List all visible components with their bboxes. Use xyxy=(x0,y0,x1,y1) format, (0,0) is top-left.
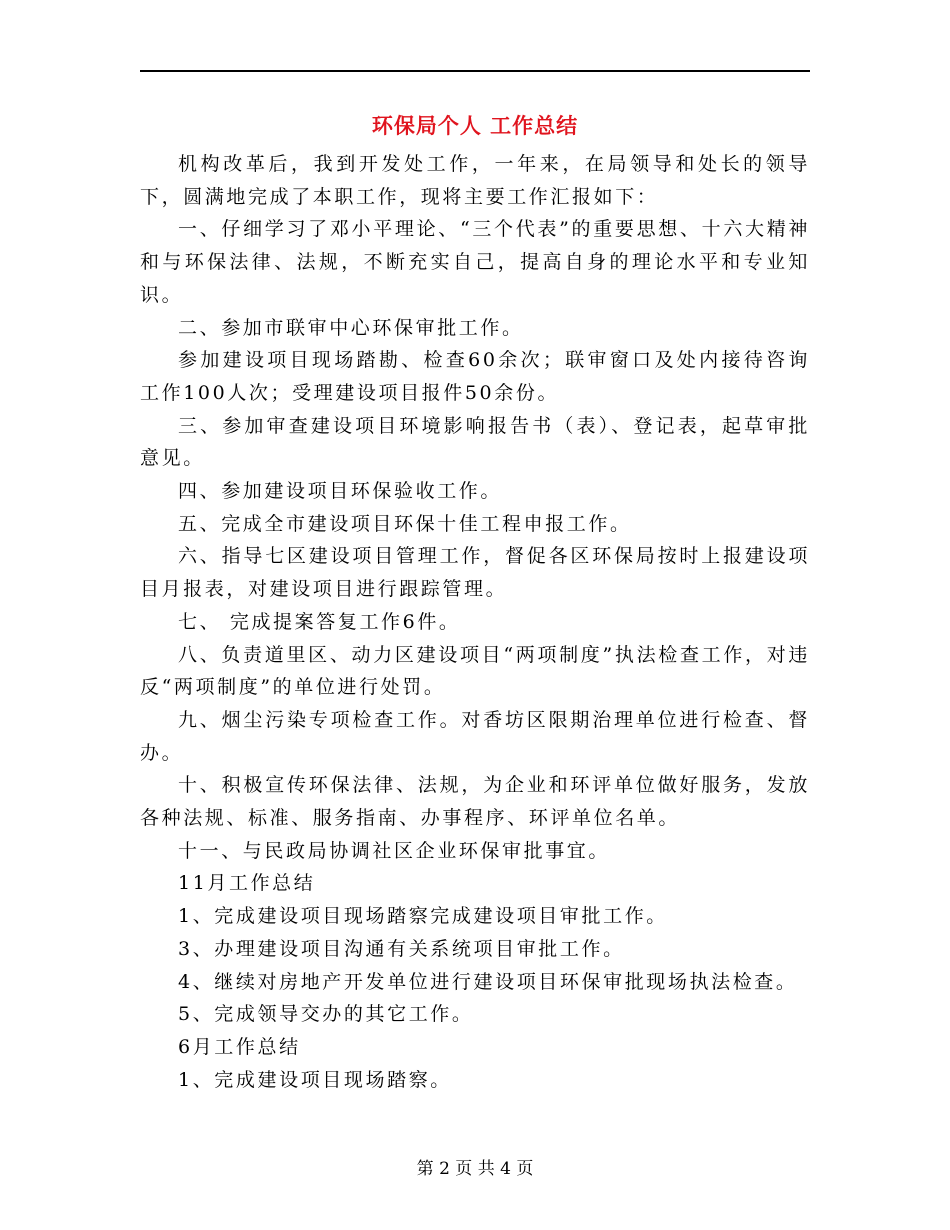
paragraph: 九、烟尘污染专项检查工作。对香坊区限期治理单位进行检查、督办。 xyxy=(140,708,810,764)
paragraph: 1、完成建设项目现场踏察。 xyxy=(178,1068,452,1091)
paragraph: 七、 完成提案答复工作6件。 xyxy=(178,610,461,633)
page-number: 第 2 页 共 4 页 xyxy=(416,1159,534,1179)
paragraph: 4、继续对房地产开发单位进行建设项目环保审批现场执法检查。 xyxy=(178,970,798,993)
section-heading: 11月工作总结 xyxy=(178,872,316,895)
paragraph: 机构改革后，我到开发处工作，一年来，在局领导和处长的领导下，圆满地完成了本职工作，现将主要工作汇报如下： xyxy=(140,153,810,208)
paragraph: 十、积极宣传环保法律、法规，为企业和环评单位做好服务，发放各种法规、标准、服务指南、办事程序、环评单位名单。 xyxy=(140,774,810,830)
paragraph: 参加建设项目现场踏勘、检查60余次；联审窗口及处内接待咨询工作100人次；受理建设项目报件50余份。 xyxy=(140,349,810,404)
paragraph: 六、指导七区建设项目管理工作，督促各区环保局按时上报建设项目月报表，对建设项目进行跟踪管理。 xyxy=(140,545,810,601)
section-heading: 6月工作总结 xyxy=(178,1035,301,1058)
header-rule xyxy=(140,70,810,72)
paragraph: 3、办理建设项目沟通有关系统项目审批工作。 xyxy=(178,937,625,960)
paragraph: 三、参加审查建设项目环境影响报告书（表）、登记表，起草审批意见。 xyxy=(140,414,810,470)
paragraph: 四、参加建设项目环保验收工作。 xyxy=(178,480,503,503)
paragraph: 五、完成全市建设项目环保十佳工程申报工作。 xyxy=(178,512,632,535)
paragraph: 一、仔细学习了邓小平理论、“三个代表”的重要思想、十六大精神和与环保法律、法规，不断充实自己，提高自身的理论水平和专业知识。 xyxy=(140,218,810,306)
document-body xyxy=(140,148,810,1096)
paragraph: 八、负责道里区、动力区建设项目“两项制度”执法检查工作，对违反“两项制度”的单位进行处罚。 xyxy=(140,643,810,699)
paragraph: 十一、与民政局协调社区企业环保审批事宜。 xyxy=(178,839,611,862)
paragraph: 1、完成建设项目现场踏察完成建设项目审批工作。 xyxy=(178,905,668,928)
paragraph: 5、完成领导交办的其它工作。 xyxy=(178,1003,474,1026)
document-title: 环保局个人 工作总结 xyxy=(371,113,579,138)
paragraph: 二、参加市联审中心环保审批工作。 xyxy=(178,316,524,339)
